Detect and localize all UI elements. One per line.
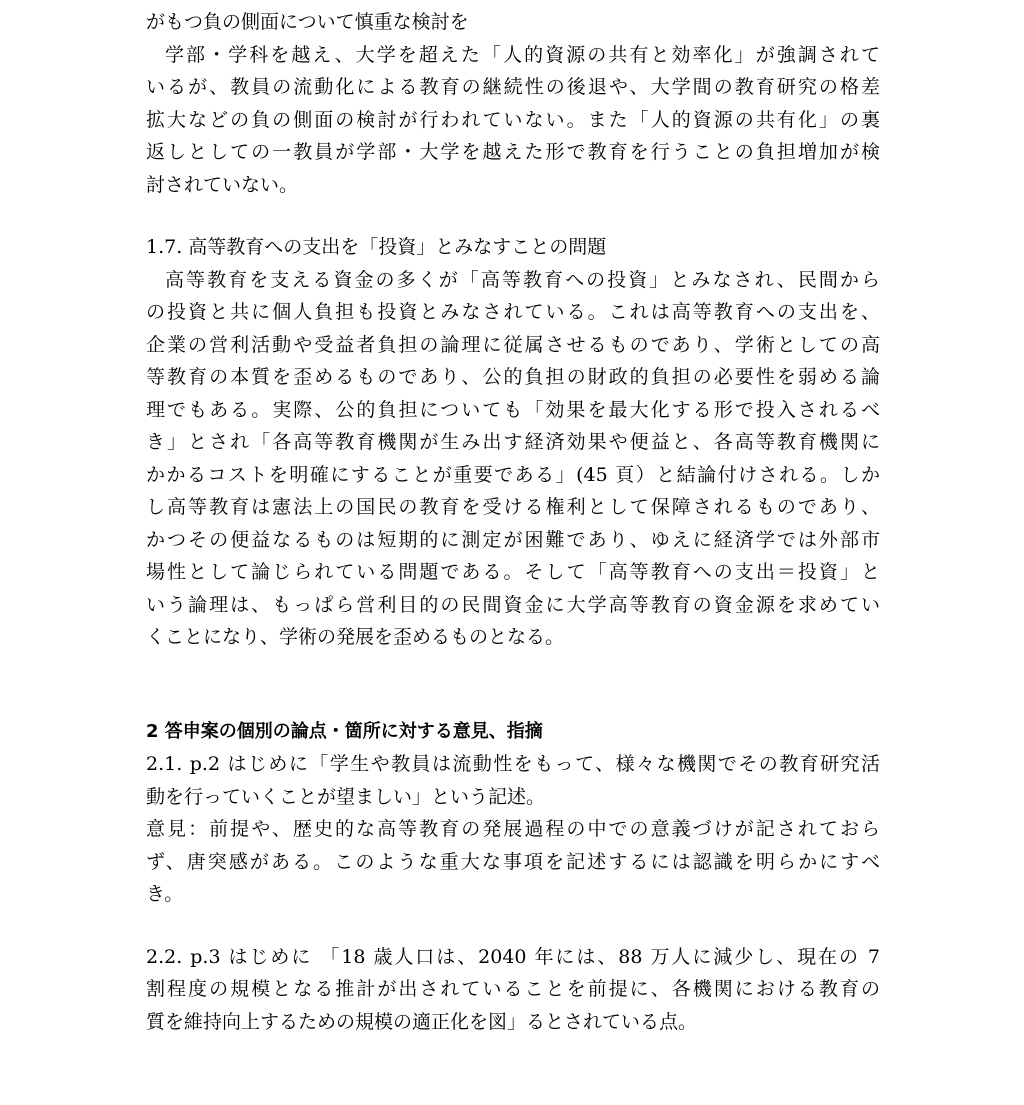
text-line: いう論理は、もっぱら営利目的の民間資金に大学高等教育の資金源を求めてい (146, 593, 880, 616)
text-line: 等教育の本質を歪めるものであり、公的負担の財政的負担の必要性を弱める論 (146, 366, 880, 388)
text-line: 場性として論じられている問題である。そして「高等教育への支出＝投資」と (146, 561, 880, 583)
text-line: 質を維持向上するための規模の適正化を図」るとされている点。 (146, 1010, 698, 1033)
text-line: 返しとしての一教員が学部・大学を越えた形で教育を行うことの負担増加が検 (146, 141, 880, 163)
text-line: き」とされ「各高等教育機関が生み出す経済効果や便益と、各高等教育機関に (146, 431, 880, 453)
text-line: ず、唐突感がある。このような重大な事項を記述するには認識を明らかにすべ (146, 850, 880, 873)
section-heading-bold: 2 答申案の個別の論点・箇所に対する意見、指摘 (146, 720, 543, 742)
section-1-7 (146, 231, 880, 654)
text-line: 企業の営利活動や受益者負担の論理に従属させるものであり、学術としての高 (146, 333, 880, 356)
text-line: がもつ負の側面について慎重な検討を (146, 11, 469, 33)
section-heading: 1.7. 高等教育への支出を「投資」とみなすことの問題 (146, 236, 607, 258)
text-line: 動を行っていくことが望ましい」という記述。 (146, 785, 546, 808)
spacer (146, 654, 880, 716)
text-line: 理でもある。実際、公的負担についても「効果を最大化する形で投入されるべ (146, 398, 880, 421)
text-line: き。 (146, 883, 184, 905)
text-line: いるが、教員の流動化による教育の継続性の後退や、大学間の教育研究の格差 (146, 76, 880, 98)
spacer (146, 201, 880, 231)
text-line: の投資と共に個人負担も投資とみなされている。これは高等教育への支出を、 (146, 301, 880, 323)
document-page (146, 6, 880, 1038)
spacer (146, 911, 880, 941)
section-2-2 (146, 941, 880, 1039)
text-line: くことになり、学術の発展を歪めるものとなる。 (146, 626, 565, 648)
text-line: かかるコストを明確にすることが重要である」(45 頁）と結論付けされる。しか (146, 463, 880, 486)
text-line: 討されていない。 (146, 173, 299, 196)
text-line: 学部・学科を越え、大学を超えた「人的資源の共有と効率化」が強調されて (165, 43, 880, 66)
text-line: 意見：前提や、歴史的な高等教育の発展過程の中での意義づけが記されておら (146, 818, 880, 840)
text-line: かつその便益なるものは短期的に測定が困難であり、ゆえに経済学では外部市 (146, 528, 880, 551)
text-line: 拡大などの負の側面の検討が行われていない。また「人的資源の共有化」の裏 (146, 108, 880, 131)
text-line: 2.1. p.2 はじめに「学生や教員は流動性をもって、様々な機関でその教育研究活 (146, 753, 880, 775)
section-2 (146, 716, 880, 911)
text-line: し高等教育は憲法上の国民の教育を受ける権利として保障されるものであり、 (146, 496, 880, 518)
text-line: 2.2. p.3 はじめに 「18 歳人口は、2040 年には、88 万人に減少し、現在の 7 (146, 945, 880, 968)
text-line: 割程度の規模となる推計が出されていることを前提に、各機関における教育の (146, 978, 880, 1000)
text-line: 高等教育を支える資金の多くが「高等教育への投資」とみなされ、民間から (165, 268, 880, 291)
paragraph-resource-sharing (146, 6, 880, 201)
